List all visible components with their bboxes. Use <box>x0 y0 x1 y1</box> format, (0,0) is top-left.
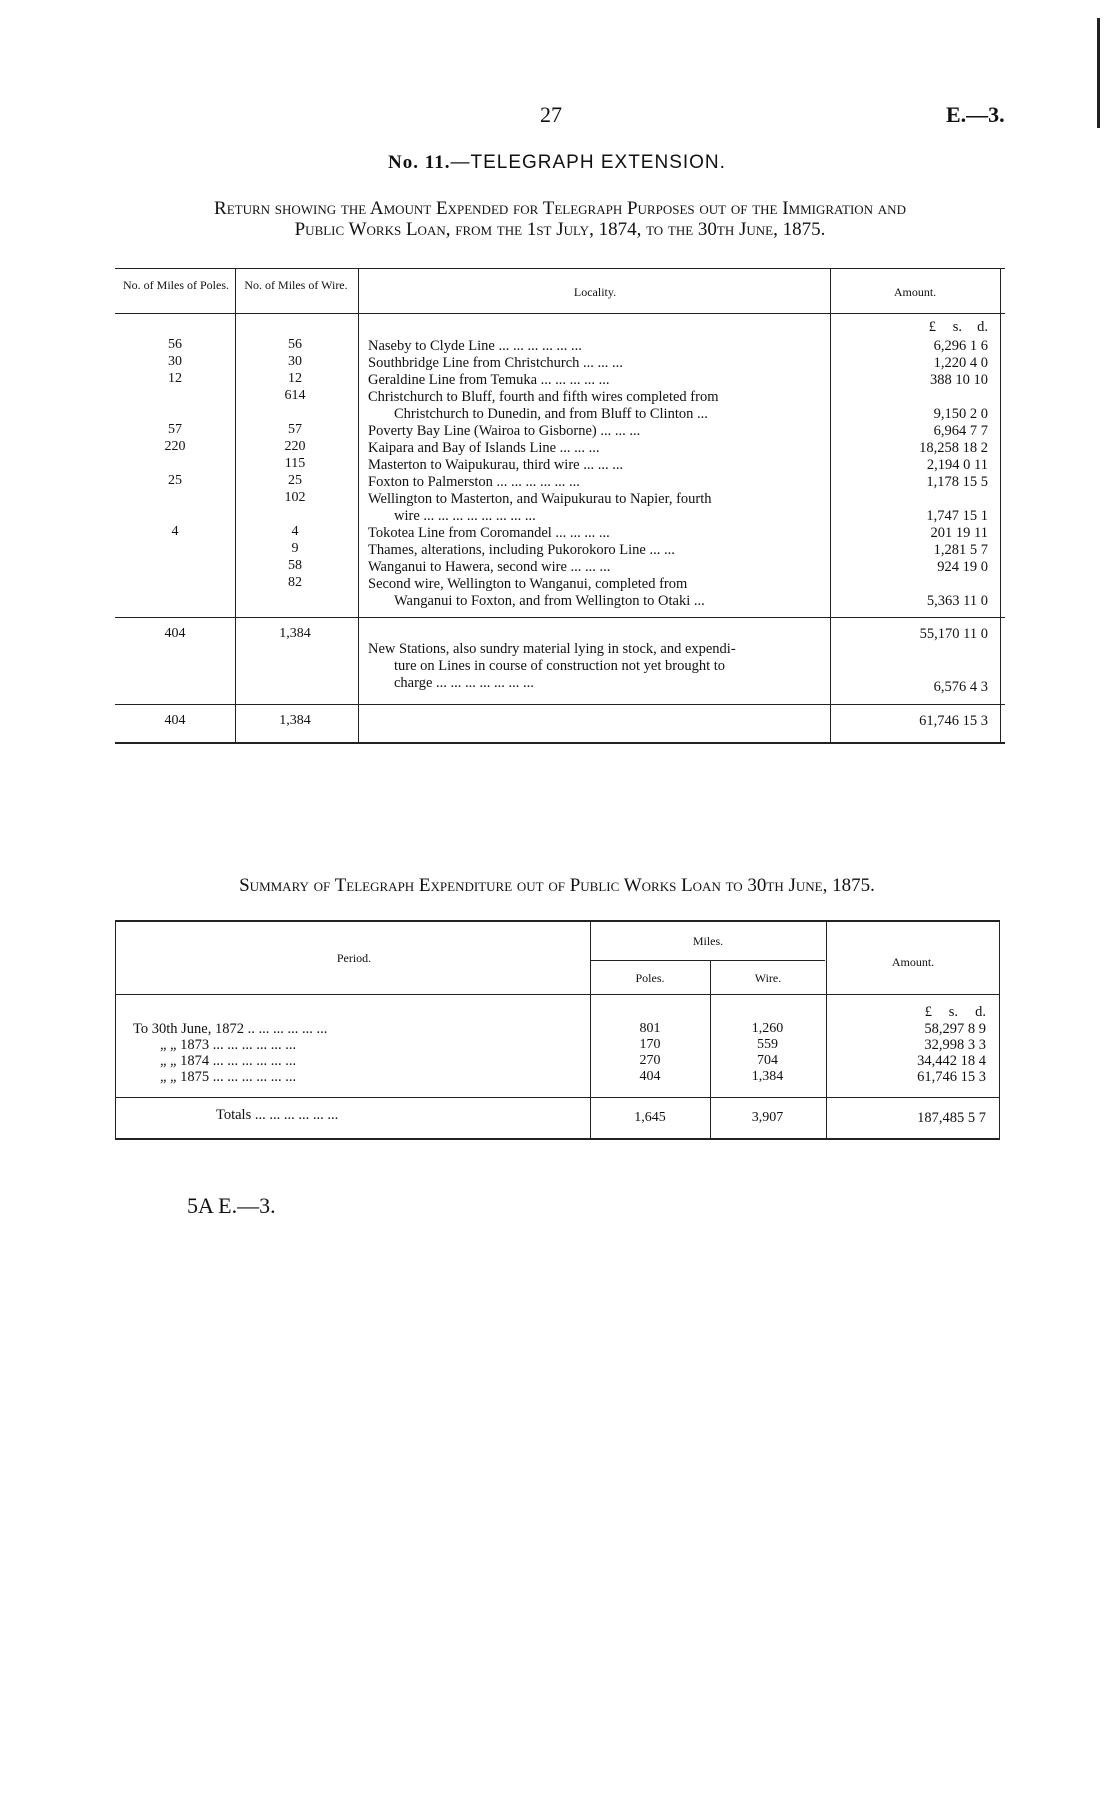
summary-header-poles: Poles. <box>635 971 665 985</box>
row-amount: 1,281 5 7 <box>933 542 988 558</box>
row-locality: Tokotea Line from Coromandel ... ... ... ... <box>368 525 610 541</box>
summary-totals-label: Totals ... ... ... ... ... ... <box>216 1107 339 1123</box>
summary-row-wire: 1,260 <box>751 1021 784 1036</box>
summary-title: Summary of Telegraph Expenditure out of Public Works Loan to 30th June, 1875. <box>239 875 875 896</box>
row-amount: 18,258 18 2 <box>919 440 988 456</box>
row-amount: 2,194 0 11 <box>926 457 988 473</box>
row-wire: 25 <box>288 473 302 488</box>
row-amount: 6,964 7 7 <box>933 423 988 439</box>
row-amount: 1,220 4 0 <box>933 355 988 371</box>
row-locality: Foxton to Palmerston ... ... ... ... ... ... <box>368 474 580 490</box>
row-locality: wire ... ... ... ... ... ... ... ... <box>394 508 536 524</box>
return-caption <box>110 198 1010 240</box>
row-amount: 201 19 11 <box>930 525 988 541</box>
row-poles: 4 <box>171 524 179 539</box>
currency-shillings: s. <box>952 319 962 335</box>
summary-row-wire: 559 <box>757 1037 778 1052</box>
row-wire: 4 <box>291 524 299 539</box>
summary-header-wire: Wire. <box>754 971 782 985</box>
page-edge-mark <box>1097 18 1100 128</box>
row-locality: Wanganui to Hawera, second wire ... ... ... <box>368 559 611 575</box>
row-poles: 56 <box>168 337 182 352</box>
row-wire: 58 <box>288 558 302 573</box>
summary-header-miles: Miles. <box>692 934 724 948</box>
summary-row-period: „ „ 1875 ... ... ... ... ... ... <box>160 1069 297 1085</box>
summary-row-amount: 61,746 15 3 <box>917 1069 986 1085</box>
summary-row-amount: 32,998 3 3 <box>924 1037 986 1053</box>
section-title-text: —TELEGRAPH EXTENSION. <box>450 152 726 173</box>
summary-currency-shillings: s. <box>948 1004 958 1020</box>
row-amount: 924 19 0 <box>937 559 988 575</box>
row-poles: 220 <box>164 439 186 454</box>
row-locality: Wellington to Masterton, and Waipukurau to Napier, fourth <box>368 491 712 507</box>
row-amount: 1,747 15 1 <box>926 508 988 524</box>
row-locality: Second wire, Wellington to Wanganui, completed from <box>368 576 688 592</box>
summary-row-poles: 404 <box>639 1069 661 1084</box>
row-wire: 30 <box>288 354 302 369</box>
summary-totals-wire: 3,907 <box>751 1110 784 1125</box>
header-amount: Amount. <box>893 285 937 299</box>
row-amount: 1,178 15 5 <box>926 474 988 490</box>
row-poles: 57 <box>168 422 182 437</box>
row-amount: 6,296 1 6 <box>933 338 988 354</box>
header-poles: No. of Miles of Poles. <box>123 278 229 292</box>
document-reference: E.—3. <box>946 102 1005 127</box>
row-poles: 30 <box>168 354 182 369</box>
summary-row-amount: 34,442 18 4 <box>917 1053 986 1069</box>
summary-row-poles: 801 <box>639 1021 661 1036</box>
row-locality: Poverty Bay Line (Wairoa to Gisborne) ... ... ... <box>368 423 641 439</box>
row-amount: 388 10 10 <box>930 372 988 388</box>
subtotal-amount: 55,170 11 0 <box>919 626 988 642</box>
header-locality: Locality. <box>573 285 617 299</box>
row-wire: 12 <box>288 371 302 386</box>
subtotal-poles: 404 <box>164 626 186 641</box>
row-locality: Wanganui to Foxton, and from Wellington to Otaki ... <box>394 593 705 609</box>
row-wire: 102 <box>284 490 306 505</box>
row-wire: 82 <box>288 575 302 590</box>
summary-totals-poles: 1,645 <box>634 1110 666 1125</box>
summary-header-amount: Amount. <box>891 955 935 969</box>
total-poles: 404 <box>164 713 186 728</box>
new-stations-locality: New Stations, also sundry material lying in stock, and expendi- ture on Lines in course of construction not yet brought to charge ... ... ... ... ... ... ... <box>368 641 736 691</box>
summary-row-period: To 30th June, 1872 .. ... ... ... ... ... <box>133 1021 328 1037</box>
total-amount: 61,746 15 3 <box>919 713 988 729</box>
row-locality: Geraldine Line from Temuka ... ... ... ... ... <box>368 372 610 388</box>
return-caption-line1: Return showing the Amount Expended for Telegraph Purposes out of the Immigration and <box>214 198 906 219</box>
row-amount: 5,363 11 0 <box>926 593 988 609</box>
row-amount: 9,150 2 0 <box>933 406 988 422</box>
summary-currency-pence: d. <box>975 1004 986 1020</box>
row-wire: 57 <box>288 422 302 437</box>
row-locality: Kaipara and Bay of Islands Line ... ... ... <box>368 440 600 456</box>
currency-pounds: £ <box>928 319 936 335</box>
row-poles: 25 <box>168 473 182 488</box>
return-caption-line2: Public Works Loan, from the 1st July, 1874, to the 30th June, 1875. <box>294 219 826 240</box>
row-wire: 614 <box>284 388 306 403</box>
total-wire: 1,384 <box>279 713 311 728</box>
row-locality: Christchurch to Dunedin, and from Bluff to Clinton ... <box>394 406 708 422</box>
summary-row-poles: 170 <box>639 1037 661 1052</box>
row-wire: 220 <box>284 439 306 454</box>
row-locality: Thames, alterations, including Pukorokoro Line ... ... <box>368 542 675 558</box>
summary-currency-pounds: £ <box>924 1004 932 1020</box>
section-number: No. 11. <box>388 152 451 173</box>
summary-row-poles: 270 <box>639 1053 661 1068</box>
summary-row-period: „ „ 1874 ... ... ... ... ... ... <box>160 1053 297 1069</box>
subtotal-wire: 1,384 <box>279 626 311 641</box>
page-number: 27 <box>540 102 562 127</box>
summary-row-wire: 1,384 <box>751 1069 784 1084</box>
summary-totals-amount: 187,485 5 7 <box>917 1110 986 1126</box>
page-footer: 5A E.—3. <box>187 1193 276 1218</box>
row-wire: 56 <box>288 337 302 352</box>
summary-header-period: Period. <box>336 951 372 965</box>
row-locality: Naseby to Clyde Line ... ... ... ... ... ... <box>368 338 582 354</box>
row-wire: 115 <box>284 456 306 471</box>
summary-row-wire: 704 <box>757 1053 778 1068</box>
header-wire: No. of Miles of Wire. <box>244 278 348 292</box>
summary-row-period: „ „ 1873 ... ... ... ... ... ... <box>160 1037 297 1053</box>
summary-row-amount: 58,297 8 9 <box>924 1021 986 1037</box>
row-locality: Christchurch to Bluff, fourth and fifth wires completed from <box>368 389 719 405</box>
section-title <box>0 152 1114 174</box>
row-wire: 9 <box>291 541 299 556</box>
row-locality: Masterton to Waipukurau, third wire ... ... ... <box>368 457 624 473</box>
row-poles: 12 <box>168 371 182 386</box>
currency-pence: d. <box>977 319 988 335</box>
new-stations-amount: 6,576 4 3 <box>933 679 988 695</box>
row-locality: Southbridge Line from Christchurch ... ... ... <box>368 355 623 371</box>
